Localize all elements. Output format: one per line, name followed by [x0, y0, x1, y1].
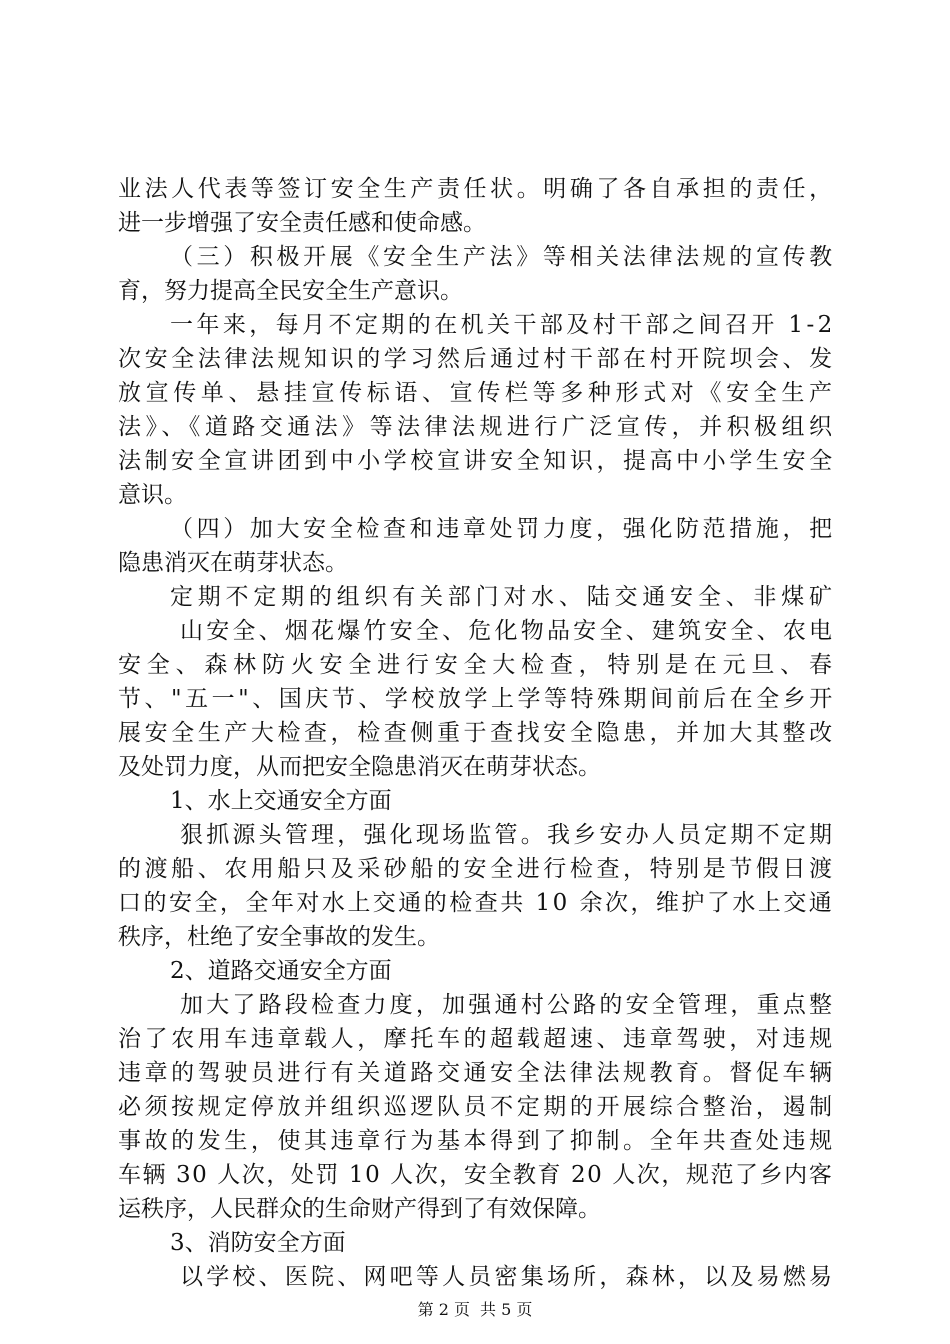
page-footer — [0, 1300, 950, 1320]
text-line: 口的安全，全年对水上交通的检查共 10 余次，维护了水上交通 — [118, 890, 835, 916]
text-line: 业法人代表等签订安全生产责任状。明确了各自承担的责任， — [118, 176, 836, 202]
total-pages: 共 5 页 — [480, 1300, 533, 1319]
text-line: 的渡船、农用船只及采砂船的安全进行检查，特别是节假日渡 — [118, 856, 836, 882]
paragraph-heading: （三）积极开展《安全生产法》等相关法律法规的宣传教 — [170, 244, 836, 270]
text-line: 必须按规定停放并组织巡逻队员不定期的开展综合整治，遏制 — [118, 1094, 836, 1120]
text-line: 法制安全宣讲团到中小学校宣讲安全知识，提高中小学生安全 — [118, 448, 836, 474]
text-line: 运秩序，人民群众的生命财产得到了有效保障。 — [118, 1196, 601, 1222]
text-line: 安全、森林防火安全进行安全大检查，特别是在元旦、春 — [118, 652, 838, 678]
text-line: 狠抓源头管理，强化现场监管。我乡安办人员定期不定期 — [180, 822, 836, 848]
page-number: 第 2 页 — [417, 1300, 470, 1319]
text-line: 定期不定期的组织有关部门对水、陆交通安全、非煤矿 — [170, 584, 837, 610]
text-line: 次安全法律法规知识的学习然后通过村干部在村开院坝会、发 — [118, 346, 836, 372]
section-heading: 2、道路交通安全方面 — [170, 958, 392, 984]
text-line: 放宣传单、悬挂宣传标语、宣传栏等多种形式对《安全生产 — [118, 380, 837, 406]
paragraph-heading: （四）加大安全检查和违章处罚力度，强化防范措施，把 — [170, 516, 836, 542]
text-line: 展安全生产大检查，检查侧重于查找安全隐患，并加大其整改 — [118, 720, 836, 746]
text-line: 育，努力提高全民安全生产意识。 — [118, 278, 463, 304]
text-line: 以学校、医院、网吧等人员密集场所，森林，以及易燃易 — [180, 1264, 836, 1290]
text-line: 违章的驾驶员进行有关道路交通安全法律法规教育。督促车辆 — [118, 1060, 836, 1086]
text-line: 治了农用车违章载人，摩托车的超载超速、违章驾驶，对违规 — [118, 1026, 836, 1052]
text-line: 意识。 — [118, 482, 187, 508]
text-line: 车辆 30 人次，处罚 10 人次，安全教育 20 人次，规范了乡内客 — [118, 1162, 834, 1188]
text-line: 山安全、烟花爆竹安全、危化物品安全、建筑安全、农电 — [180, 618, 836, 644]
text-line: 一年来，每月不定期的在机关干部及村干部之间召开 1-2 — [170, 312, 836, 338]
text-line: 事故的发生，使其违章行为基本得到了抑制。全年共查处违规 — [118, 1128, 836, 1154]
text-line: 法》、《道路交通法》等法律法规进行广泛宣传，并积极组织 — [118, 414, 837, 440]
text-line: 隐患消灭在萌芽状态。 — [118, 550, 348, 576]
text-line: 及处罚力度，从而把安全隐患消灭在萌芽状态。 — [118, 754, 601, 780]
text-line: 秩序，杜绝了安全事故的发生。 — [118, 924, 440, 950]
section-heading: 3、消防安全方面 — [170, 1230, 346, 1256]
text-line: 节、"五一"、国庆节、学校放学上学等特殊期间前后在全乡开 — [118, 686, 836, 712]
section-heading: 1、水上交通安全方面 — [170, 788, 392, 814]
text-line: 进一步增强了安全责任感和使命感。 — [118, 210, 486, 236]
text-line: 加大了路段检查力度，加强通村公路的安全管理，重点整 — [180, 992, 836, 1018]
